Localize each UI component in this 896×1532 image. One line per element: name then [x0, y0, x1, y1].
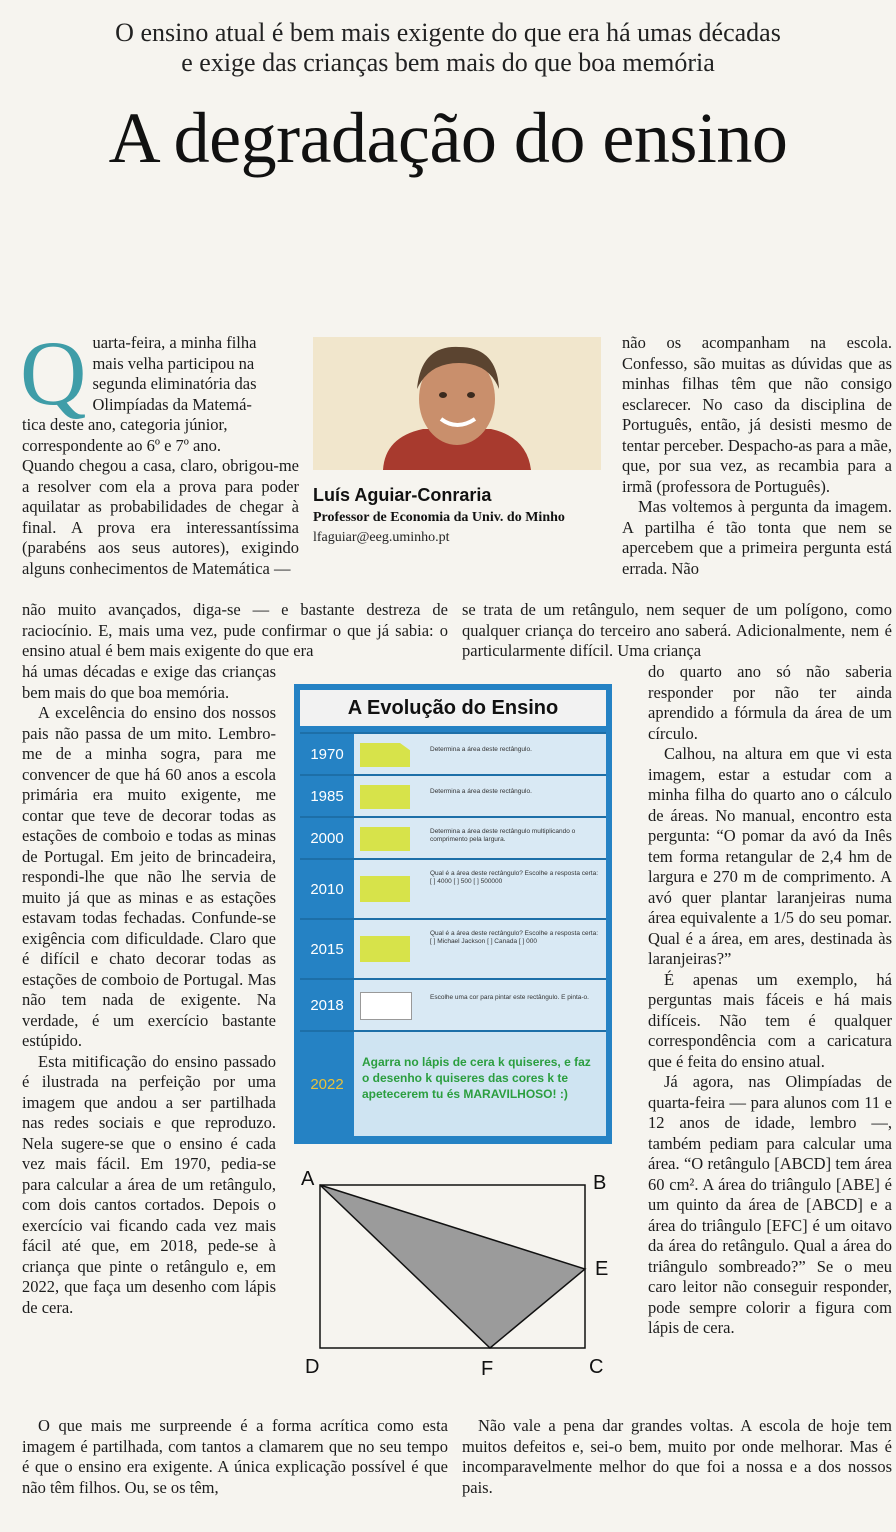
row-year: 1970: [300, 734, 354, 774]
paragraph: Quando chegou a casa, claro, obrigou-me a resolver com ela a prova para poder aquilatar as probabilidades de chegar à final. A prova era interessantíssima (parabéns aos seus autores), exigindo alguns conhecimentos de Matemática —: [22, 456, 299, 578]
paragraph: Mas voltemos à pergunta da imagem. A partilha é tão tonta que nem se apercebem que a primeira pergunta está errada. Não: [622, 497, 892, 578]
row-text: Qual é a área deste rectângulo? Escolhe a resposta certa: [ ] 4000 [ ] 500 [ ] 500000: [430, 870, 599, 885]
row-year: 2010: [300, 860, 354, 918]
paragraph: O que mais me surpreende é a forma acrítica como esta imagem é partilhada, com tantos a clamarem que no seu tempo é que o ensino era exigente. A única explicação possível é que não têm filhos. Ou, se os têm,: [22, 1416, 448, 1497]
row-year: 2015: [300, 920, 354, 978]
paragraph: A excelência do ensino dos nossos pais não passa de um mito. Lembro-me de a minha sogra, para me convencer de que há 60 anos a escola primária era muito exigente, me contar que teve de decorar todas as estações de comboio e todas as minas de Portugal. Em jeito de brincadeira, respondi-lhe que não lhe servia de muito já que as minas e as estações estavam todas fechadas. Confunde-se exigência com dificuldade. Claro que é difícil e chato decorar todas as estações de comboio de Portugal. Mas não tem nada de exigente. Na verdade, é um exercício bastante estúpido.: [22, 703, 276, 1050]
kicker: [0, 18, 896, 78]
infographic-title: A Evolução do Ensino: [300, 690, 606, 726]
vertex-label-e: E: [595, 1258, 609, 1280]
paragraph: É apenas um exemplo, há perguntas mais fáceis e há mais difíceis. Não tem é qualquer correspondência com a caricatura que é feita do ensino atual.: [648, 969, 892, 1071]
author-email: lfaguiar@eeg.uminho.pt: [313, 530, 450, 545]
col1-line: mais velha participou na: [92, 353, 255, 373]
column-1-lower: [22, 662, 276, 1318]
geometry-figure: [295, 1163, 615, 1393]
row-text: Determina a área deste rectângulo.: [430, 746, 532, 753]
evolution-row: [300, 978, 606, 1030]
row-year: 1985: [300, 776, 354, 816]
paragraph: não muito avançados, diga-se — e bastante destreza de raciocínio. E, mais uma vez, pude confirmar o que já sabia: o ensino atual é bem mais exigente do que era: [22, 600, 448, 660]
evolution-row: [300, 1030, 606, 1136]
rectangle-shape: [360, 785, 410, 809]
rectangle-shape: [360, 827, 410, 851]
row-text: Escolhe uma cor para pintar este rectângulo. E pinta-o.: [430, 994, 589, 1001]
wide-text-2: [22, 1416, 448, 1498]
row-text: Qual é a área deste rectângulo? Escolhe a resposta certa: [ ] Michael Jackson [ ] Canada [ ] 000: [430, 930, 599, 945]
author-photo: [313, 337, 601, 470]
author-role: Professor de Economia da Univ. do Minho: [313, 510, 565, 525]
col1-line: Olimpíadas da Matemá-: [92, 394, 252, 414]
kicker-line-2: e exige das crianças bem mais do que boa memória: [181, 48, 715, 77]
paragraph: se trata de um retângulo, nem sequer de um polígono, como qualquer criança do terceiro ano saberá. Adicionalmente, nem é particularmente difícil. Uma criança: [462, 600, 892, 660]
rectangle-shape: [360, 936, 410, 962]
paragraph: Não vale a pena dar grandes voltas. A escola de hoje tem muitos defeitos e, sei-o bem, muito por onde melhorar. Mas é incomparavelmente melhor do que foi a nossa e a dos nossos pais.: [462, 1416, 892, 1497]
evolution-row: [300, 816, 606, 858]
author-name: Luís Aguiar-Conraria: [313, 485, 492, 505]
paragraph: Já agora, nas Olimpíadas de quarta-feira — para alunos com 11 e 12 anos de idade, lembro —, também pediam para calcular uma área. “O retângulo [ABCD] tem área 60 cm². A área do triângulo [ABE] é um quinto da área de [ABCD] e a área do triângulo [EFC] é um oitavo da área do retângulo. Qual a área do triângulo sombreado?” Se o meu caro leitor não conseguir responder, pode sempre colorir a figura com lápis de cera.: [648, 1072, 892, 1337]
wide-text-4: [462, 1416, 892, 1498]
column-1-top: [20, 322, 299, 579]
col1-line: correspondente ao 6º e 7º ano.: [22, 435, 221, 455]
row-text: Determina a área deste rectângulo.: [430, 788, 532, 795]
row-text: Determina a área deste rectângulo multiplicando o comprimento pela largura.: [430, 828, 576, 843]
vertex-label-a: A: [301, 1168, 315, 1190]
headline: A degradação do ensino: [108, 98, 788, 178]
evolution-row: [300, 858, 606, 918]
wide-text-1: [22, 600, 448, 662]
row-text-colorful: Agarra no lápis de cera k quiseres, e faz o desenho k quiseres das cores k te apetecerem tu és MARAVILHOSO! :): [362, 1055, 591, 1101]
evolution-row: [300, 732, 606, 774]
evolution-infographic: [294, 684, 612, 1144]
paragraph: há umas décadas e exige das crianças bem mais do que boa memória.: [22, 662, 276, 702]
paragraph: não os acompanham na escola. Confesso, são muitas as dúvidas que as minhas filhas têm que não consigo esclarecer. No caso da disciplina de Português, então, já desisti mesmo de tentar perceber. Despacho-as para a mãe, que, por sua vez, as recambia para a irmã (professora de Português).: [622, 333, 892, 496]
column-3-lower: [648, 662, 892, 1339]
col1-line: tica deste ano, categoria júnior,: [22, 415, 228, 434]
blank-rectangle: [360, 992, 412, 1020]
vertex-label-c: C: [589, 1356, 604, 1378]
column-3-top: [622, 333, 892, 579]
shaded-triangle: [320, 1185, 585, 1348]
kicker-line-1: O ensino atual é bem mais exigente do que era há umas décadas: [115, 18, 781, 47]
dropcap: Q: [20, 322, 87, 424]
vertex-label-f: F: [481, 1358, 494, 1380]
vertex-label-b: B: [593, 1172, 607, 1194]
wide-text-3: [462, 600, 892, 662]
col1-line: uarta-feira, a minha filha: [92, 333, 257, 352]
evolution-row: [300, 774, 606, 816]
row-year: 2022: [300, 1032, 354, 1136]
evolution-row: [300, 918, 606, 978]
paragraph: Esta mitificação do ensino passado é ilustrada na perfeição por uma imagem que andou a ser partilhada nas redes sociais e que reproduzo. Nela sugere-se que o ensino é cada vez mais fácil. Em 1970, pedia-se para calcular a área de um retângulo, com dois cantos cortados. Depois o exercício vai ficando cada vez mais fácil até que, em 2018, pede-se à criança que pinte o retângulo e, em 2022, que faça um desenho com lápis de cera.: [22, 1051, 276, 1317]
vertex-label-d: D: [305, 1356, 320, 1378]
row-year: 2018: [300, 980, 354, 1030]
rectangle-shape: [360, 876, 410, 902]
paragraph: do quarto ano só não saberia responder por não ter ainda aprendido a fórmula da área de um círculo.: [648, 662, 892, 743]
col1-line: segunda eliminatória das: [92, 374, 257, 393]
paragraph: Calhou, na altura em que vi esta imagem, estar a estudar com a minha filha do quarto ano o cálculo de áreas. No manual, encontro esta pergunta: “O pomar da avó da Inês tem forma retangular de 2,4 hm de largura e 270 m de comprimento. A avó quer plantar laranjeiras numa área equivalente a 1/5 do seu pomar. Qual é a área, em ares, destinada às laranjeiras?”: [648, 744, 892, 968]
rectangle-shape: [360, 743, 410, 767]
row-year: 2000: [300, 818, 354, 858]
